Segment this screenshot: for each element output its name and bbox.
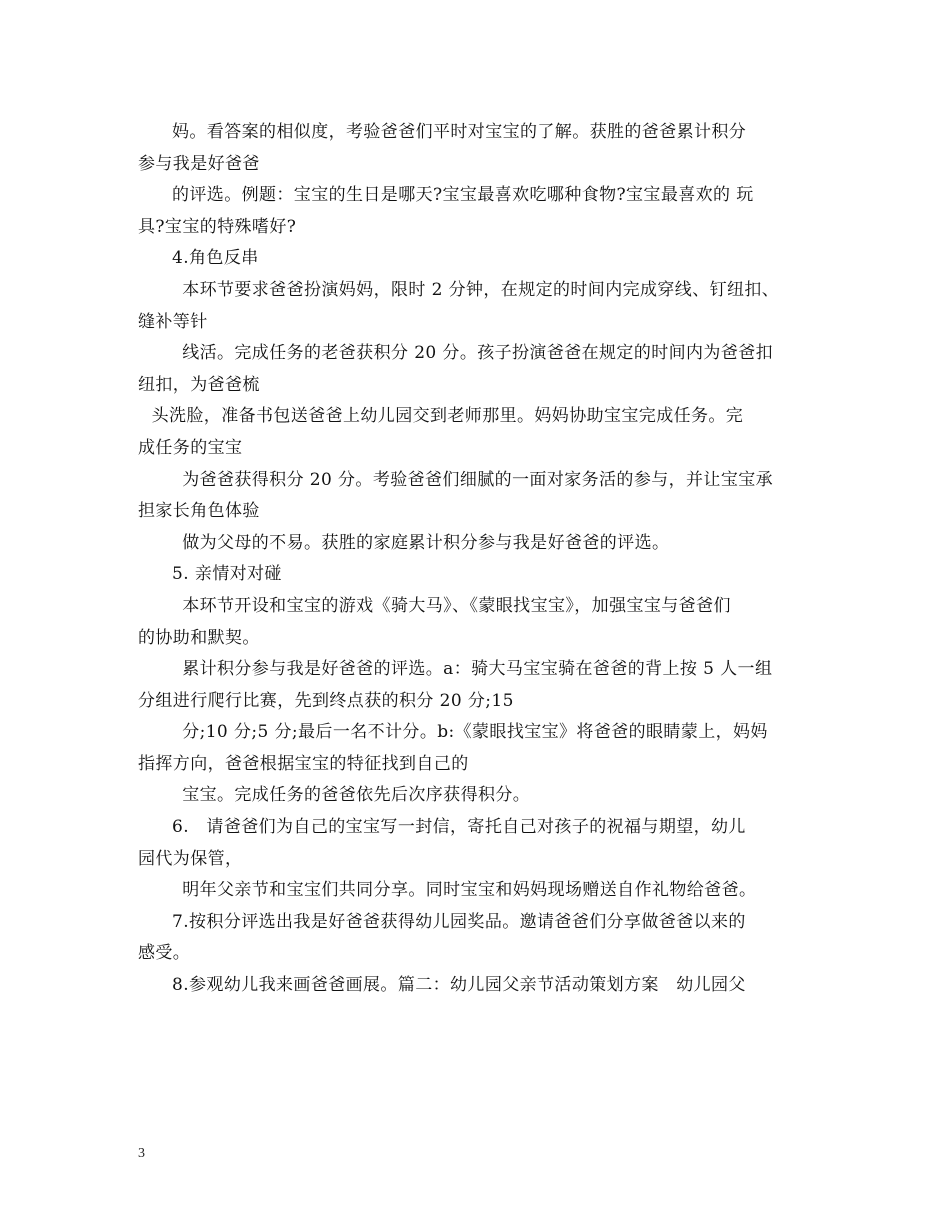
text-line: 指挥方向，爸爸根据宝宝的特征找到自己的 — [138, 753, 469, 774]
text-line: 的评选。例题：宝宝的生日是哪天?宝宝最喜欢吃哪种食物?宝宝最喜欢的 玩 — [172, 185, 754, 206]
text-line: 的协助和默契。 — [138, 627, 260, 648]
text-line: 纽扣，为爸爸梳 — [138, 374, 260, 395]
text-line: 4.角色反串 — [172, 248, 259, 269]
text-line: 缝补等针 — [138, 311, 208, 332]
text-line: 感受。 — [138, 943, 191, 964]
text-line: 明年父亲节和宝宝们共同分享。同时宝宝和妈妈现场赠送自作礼物给爸爸。 — [182, 880, 757, 901]
text-line: 本环节开设和宝宝的游戏《骑大马》、《蒙眼找宝宝》，加强宝宝与爸爸们 — [182, 595, 731, 616]
text-line: 妈。看答案的相似度，考验爸爸们平时对宝宝的了解。获胜的爸爸累计积分 — [172, 122, 747, 142]
text-line: 做为父母的不易。获胜的家庭累计积分参与我是好爸爸的评选。 — [182, 532, 670, 553]
text-line: 头洗脸，准备书包送爸爸上幼儿园交到老师那里。妈妈协助宝宝完成任务。完 — [151, 406, 744, 427]
text-line: 担家长角色体验 — [138, 501, 260, 522]
text-line: 具?宝宝的特殊嗜好? — [138, 216, 297, 237]
text-line: 分组进行爬行比赛，先到终点获的积分 20 分;15 — [138, 690, 514, 711]
text-line: 成任务的宝宝 — [138, 437, 243, 458]
text-line: 宝宝。完成任务的爸爸依先后次序获得积分。 — [182, 785, 531, 806]
text-line: 园代为保管， — [138, 848, 243, 869]
text-line: 分;10 分;5 分;最后一名不计分。b:《蒙眼找宝宝》将爸爸的眼睛蒙上，妈妈 — [182, 722, 768, 743]
text-line: 本环节要求爸爸扮演妈妈，限时 2 分钟，在规定的时间内完成穿线、钉纽扣、 — [182, 279, 780, 300]
text-line: 参与我是好爸爸 — [138, 153, 260, 174]
text-line: 线活。完成任务的老爸获积分 20 分。孩子扮演爸爸在规定的时间内为爸爸扣 — [182, 343, 774, 364]
text-line: 7.按积分评选出我是好爸爸获得幼儿园奖品。邀请爸爸们分享做爸爸以来的 — [172, 911, 746, 932]
page-number: 3 — [138, 1146, 145, 1161]
text-line: 8.参观幼儿我来画爸爸画展。篇二：幼儿园父亲节活动策划方案 幼儿园父 — [172, 975, 746, 996]
text-line: 6. 请爸爸们为自己的宝宝写一封信，寄托自己对孩子的祝福与期望，幼儿 — [172, 817, 746, 838]
text-line: 为爸爸获得积分 20 分。考验爸爸们细腻的一面对家务活的参与，并让宝宝承 — [182, 469, 774, 490]
document-body — [138, 117, 818, 1002]
text-line: 累计积分参与我是好爸爸的评选。a：骑大马宝宝骑在爸爸的背上按 5 人一组 — [182, 659, 773, 680]
text-line: 5. 亲情对对碰 — [172, 564, 282, 585]
